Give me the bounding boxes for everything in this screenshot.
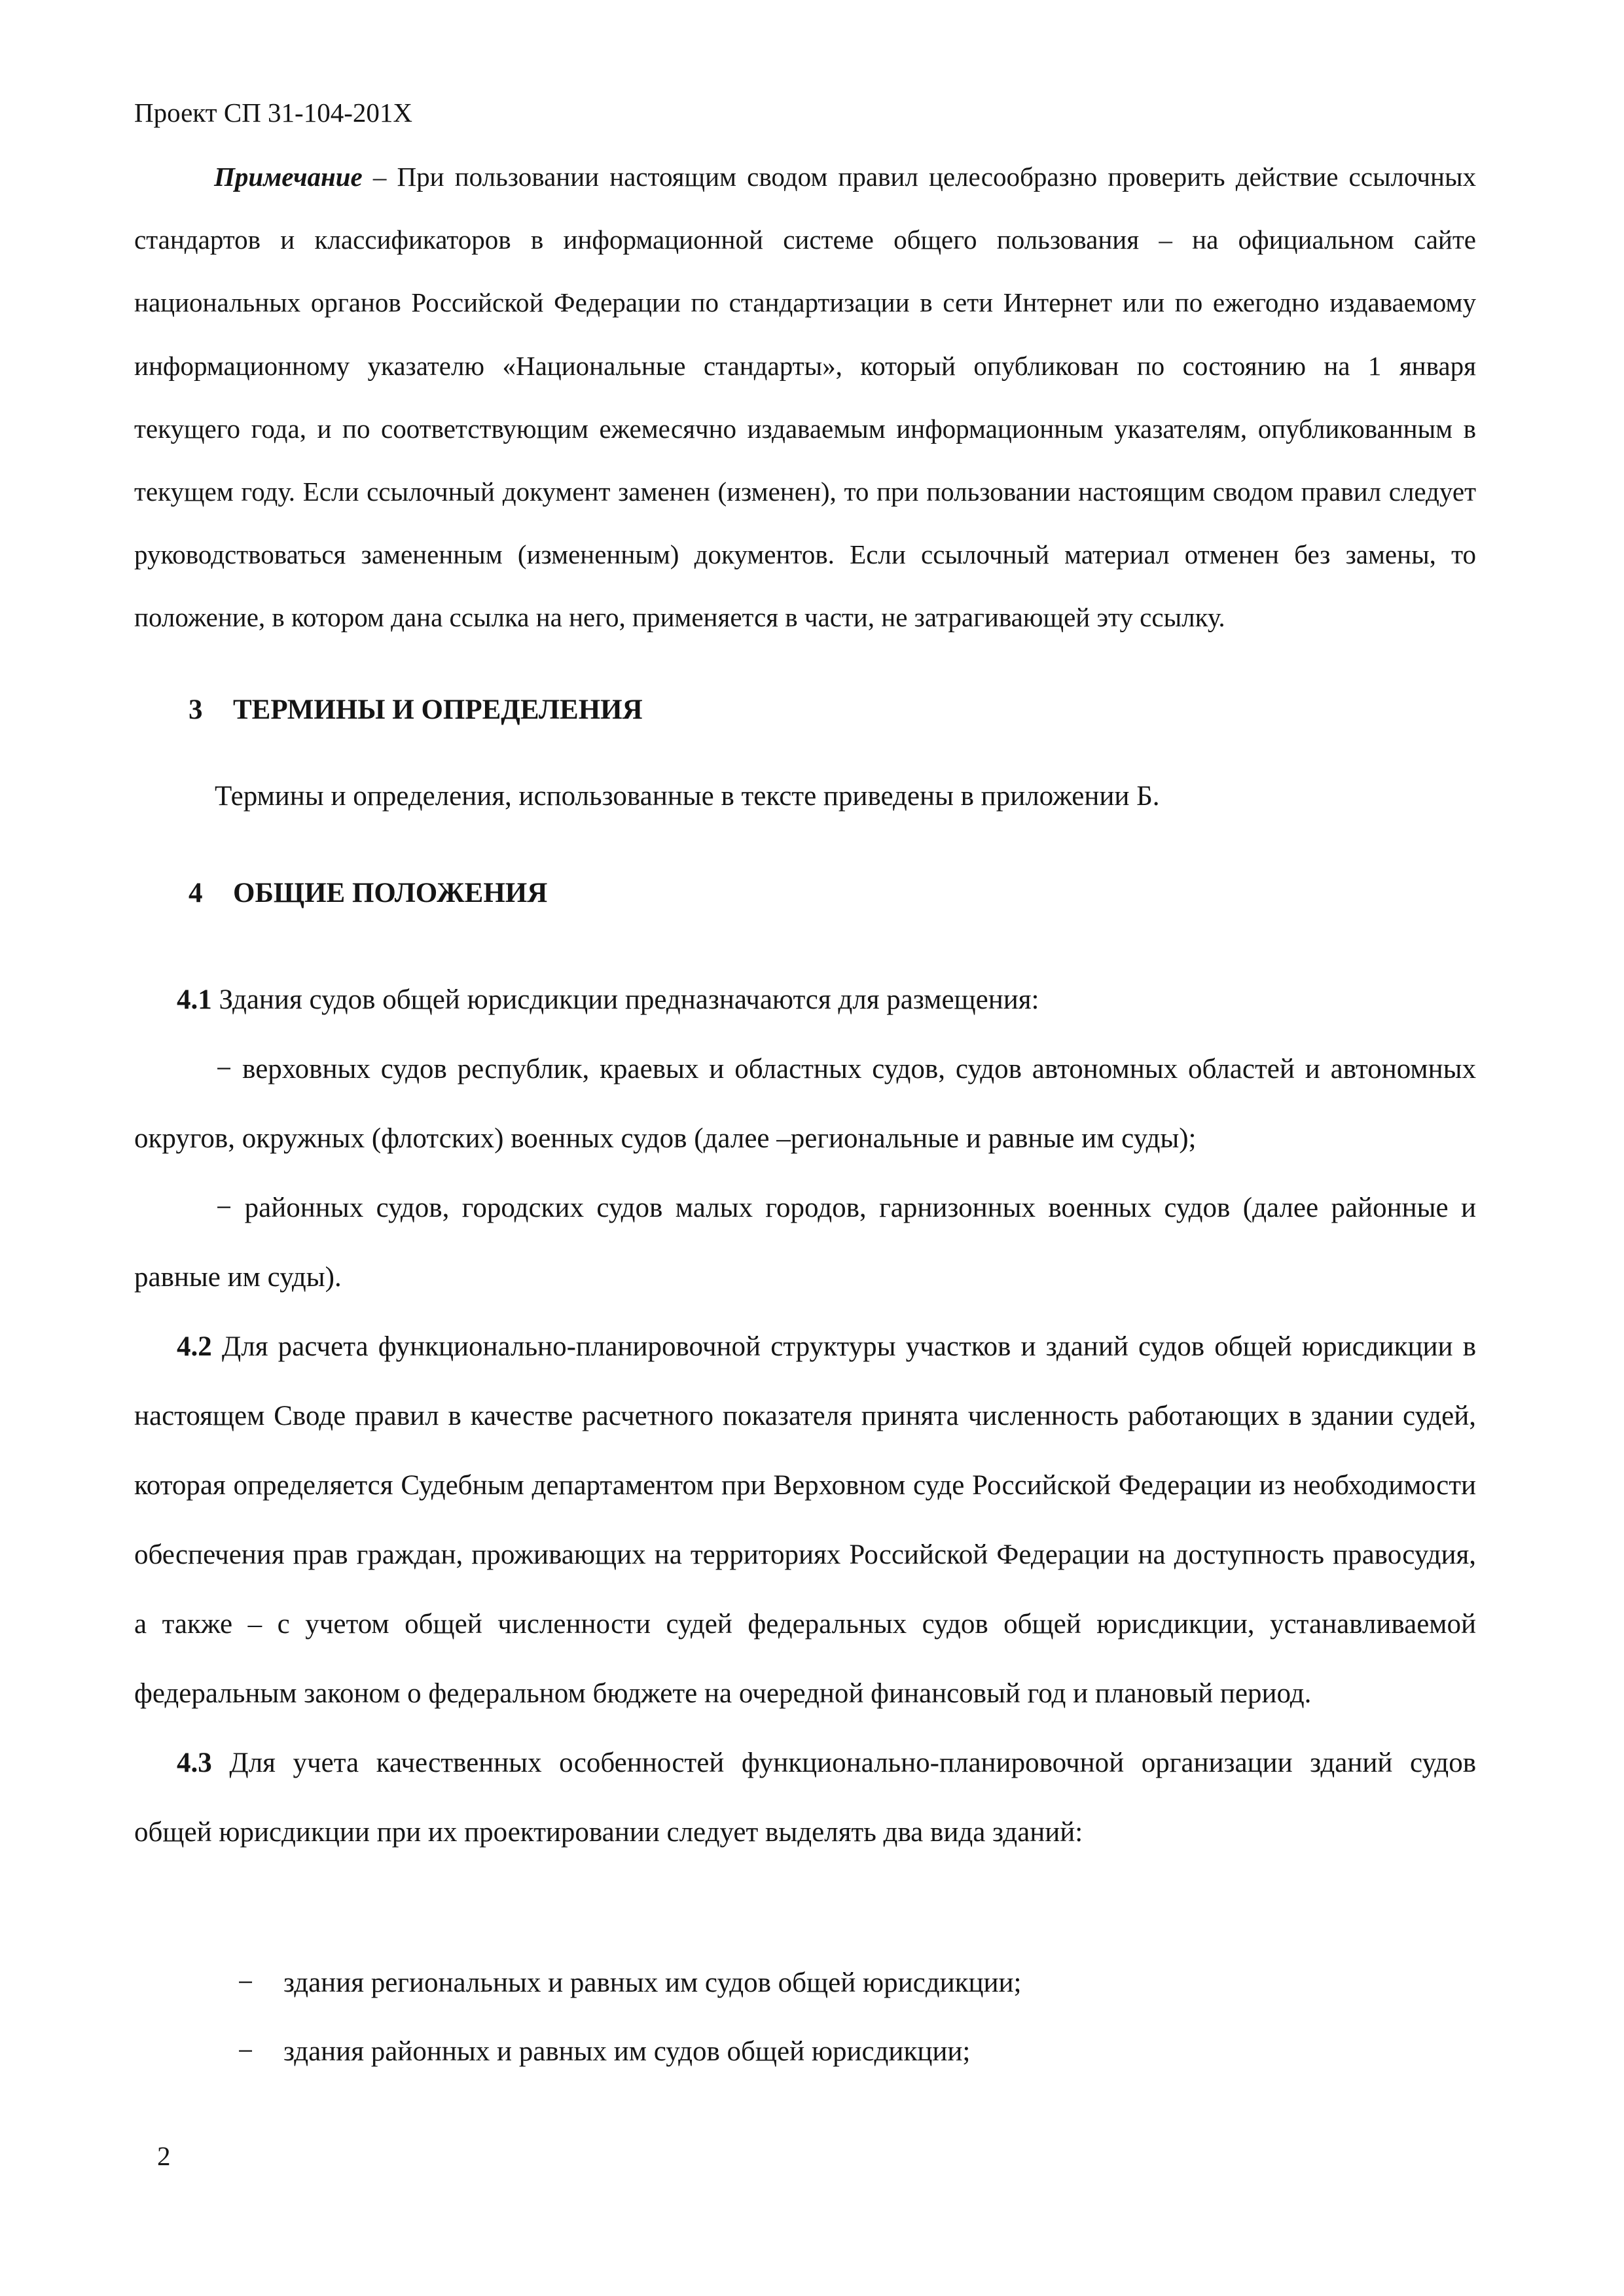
- section-4-body: [134, 965, 1476, 1867]
- section-3-number: 3: [189, 694, 203, 725]
- note-text: – При пользовании настоящим сводом правил целесообразно проверить действие ссылочных стандартов и классификаторов в информационной системе общего пользования – на официальном сайте национальных органов Российской Федерации по стандартизации в сети Интернет или по ежегодно издаваемому информационному указателю «Национальные стандарты», который опубликован по состоянию на 1 января текущего года, и по соответствующим ежемесячно издаваемым информационным указателям, опубликованным в текущем году. Если ссылочный документ заменен (изменен), то при пользовании настоящим сводом правил следует руководствоваться замененным (измененным) документов. Если ссылочный материал отменен без замены, то положение, в котором дана ссылка на него, применяется в части, не затрагивающей эту ссылку.: [134, 162, 1476, 633]
- clause-4-3: [134, 1729, 1476, 1867]
- clause-4-3-text: Для учета качественных особенностей функционально-планировочной организации зданий судов общей юрисдикции при их проектировании следует выделять два вида зданий:: [134, 1748, 1476, 1848]
- clause-4-2-text: Для расчета функционально-планировочной структуры участков и зданий судов общей юрисдикции в настоящем Своде правил в качестве расчетного показателя принята численность работающих в здании судей, которая определяется Судебным департаментом при Верховном суде Российской Федерации из необходимости обеспечения прав граждан, проживающих на территориях Российской Федерации на доступность правосудия, а также – с учетом общей численности судей федеральных судов общей юрисдикции, устанавливаемой федеральным законом о федеральном бюджете на очередной финансовый год и плановый период.: [134, 1331, 1476, 1709]
- clause-4-1: [134, 965, 1476, 1035]
- dash-glyph: −: [216, 1193, 232, 1223]
- section-3-heading: [189, 694, 643, 726]
- section-4-heading: [189, 877, 547, 909]
- clause-4-1-item-2-text: районных судов, городских судов малых городов, гарнизонных военных судов (далее районные и равные им суды).: [134, 1193, 1476, 1293]
- clause-4-1-item-1: [134, 1035, 1476, 1174]
- section-3-text: Термины и определения, использованные в тексте приведены в приложении Б.: [215, 781, 1160, 812]
- clause-4-3-bullet-1-text: здания региональных и равных им судов общей юрисдикции;: [283, 1967, 1022, 1998]
- note-label: Примечание: [214, 162, 363, 192]
- clause-4-2: [134, 1312, 1476, 1729]
- clause-4-1-text: Здания судов общей юрисдикции предназначаются для размещения:: [211, 984, 1039, 1015]
- clause-4-1-number: 4.1: [177, 984, 212, 1015]
- section-4-title: ОБЩИЕ ПОЛОЖЕНИЯ: [233, 878, 548, 908]
- dash-glyph: −: [216, 1054, 232, 1085]
- document-code-header: Проект СП 31-104-201Х: [134, 98, 412, 128]
- clause-4-3-number: 4.3: [177, 1748, 212, 1778]
- page-number: 2: [157, 2141, 171, 2171]
- note-paragraph: [134, 145, 1476, 649]
- clause-4-2-number: 4.2: [177, 1331, 212, 1362]
- section-4-number: 4: [189, 878, 203, 908]
- bullet-dash: −: [238, 2036, 254, 2067]
- clause-4-3-bullet-2-text: здания районных и равных им судов общей юрисдикции;: [283, 2036, 971, 2067]
- bullet-dash: −: [238, 1967, 254, 1998]
- clause-4-1-item-1-text: верховных судов республик, краевых и областных судов, судов автономных областей и автономных округов, окружных (флотских) военных судов (далее –региональные и равные им суды);: [134, 1054, 1476, 1154]
- clause-4-1-item-2: [134, 1174, 1476, 1312]
- section-3-title: ТЕРМИНЫ И ОПРЕДЕЛЕНИЯ: [233, 694, 643, 725]
